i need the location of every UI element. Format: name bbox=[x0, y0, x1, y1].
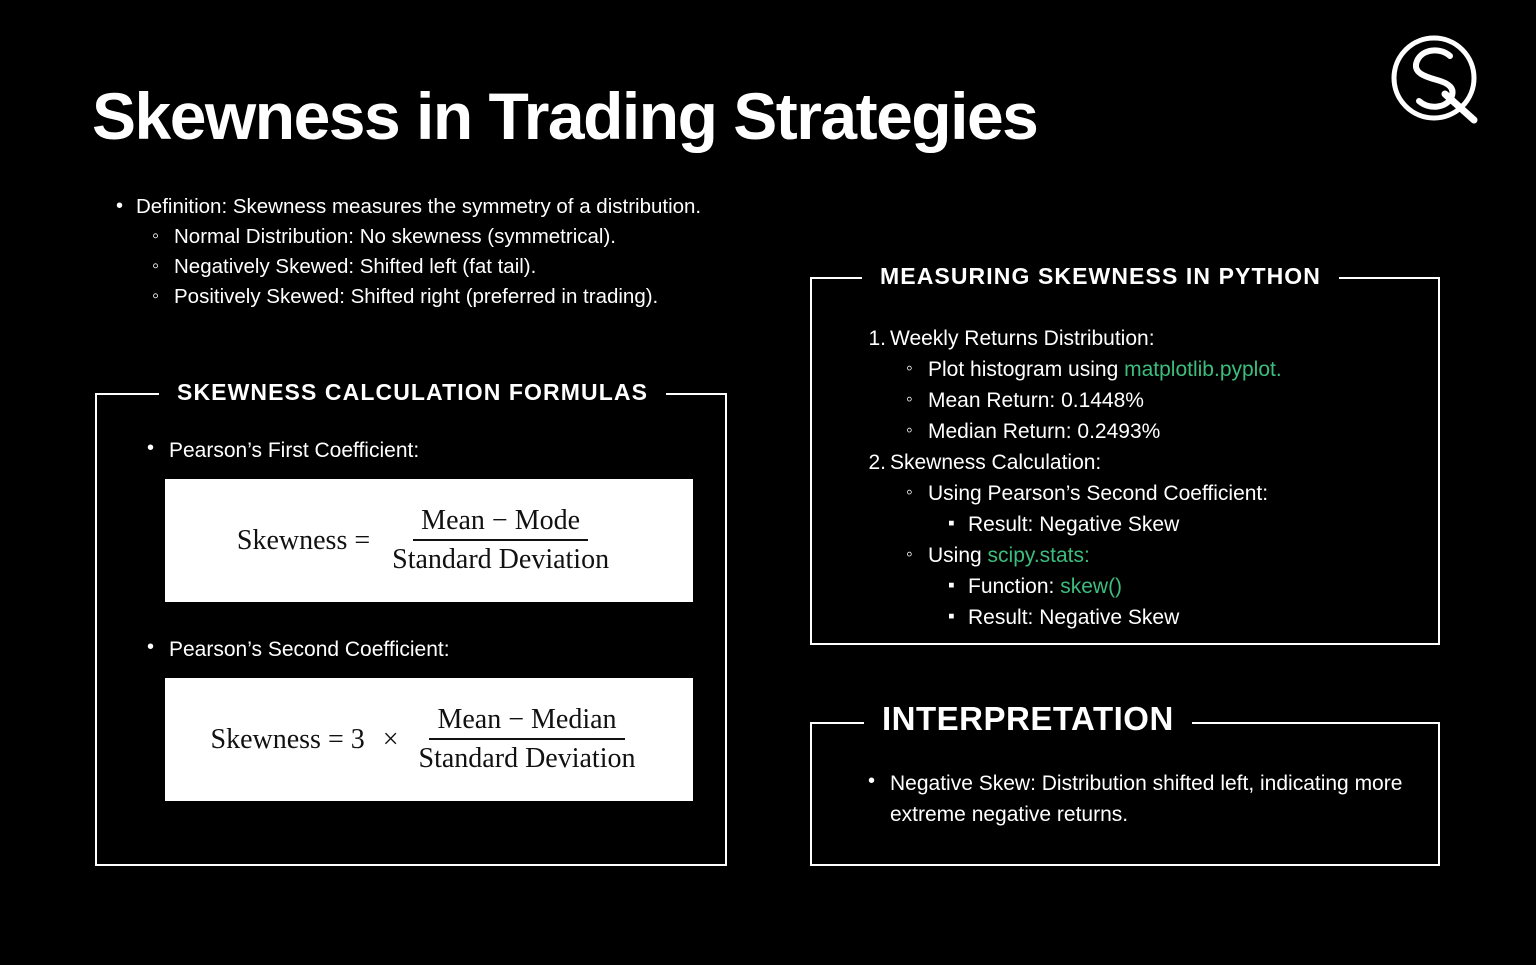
interpretation-bullet: • Negative Skew: Distribution shifted left, indicating more extreme negative returns. bbox=[868, 768, 1408, 830]
pearson-first-fraction bbox=[384, 505, 617, 576]
python-item-1-text: Weekly Returns Distribution: bbox=[890, 327, 1155, 350]
definition-item-normal: ◦ Normal Distribution: No skewness (symmetrical). bbox=[112, 222, 812, 252]
python-item-1-sub-3: ◦ Median Return: 0.2493% bbox=[864, 416, 1438, 447]
python-item-1-sub-1-code: matplotlib.pyplot. bbox=[1124, 358, 1282, 381]
python-item-2-sub-scipy-text: Using bbox=[928, 544, 988, 567]
python-panel-title: MEASURING SKEWNESS IN PYTHON bbox=[862, 263, 1339, 290]
definition-item-negative: ◦ Negatively Skewed: Shifted left (fat tail). bbox=[112, 252, 812, 282]
python-item-2-sub-scipy-function bbox=[864, 571, 1438, 602]
pearson-second-fraction bbox=[411, 704, 644, 775]
python-item-2-sub-scipy bbox=[864, 540, 1438, 571]
pearson-second-numerator: Mean − Median bbox=[429, 704, 624, 740]
definition-item-positive: ◦ Positively Skewed: Shifted right (preferred in trading). bbox=[112, 282, 812, 312]
python-item-2-sub-pearson-result: ▪ Result: Negative Skew bbox=[864, 509, 1438, 540]
page-title: Skewness in Trading Strategies bbox=[92, 79, 1038, 153]
pearson-first-numerator: Mean − Mode bbox=[413, 505, 588, 541]
python-function-label: Function: bbox=[968, 575, 1061, 598]
python-item-1-sub-2: ◦ Mean Return: 0.1448% bbox=[864, 385, 1438, 416]
pearson-first-formula-image bbox=[165, 479, 693, 602]
python-item-2-marker: 2. bbox=[868, 451, 886, 474]
pearson-first-label: • Pearson’s First Coefficient: bbox=[147, 439, 725, 463]
measuring-skewness-python-panel bbox=[810, 263, 1440, 645]
python-item-1-sub-1 bbox=[864, 354, 1438, 385]
python-item-2-sub-scipy-code: scipy.stats: bbox=[987, 544, 1090, 567]
pearson-second-denominator: Standard Deviation bbox=[418, 743, 636, 774]
python-item-2 bbox=[864, 447, 1438, 478]
pearson-second-label: • Pearson’s Second Coefficient: bbox=[147, 638, 725, 662]
python-function-code: skew() bbox=[1060, 575, 1123, 598]
pearson-second-lhs: Skewness = 3 bbox=[210, 723, 365, 755]
interpretation-panel bbox=[810, 700, 1440, 866]
python-item-1 bbox=[864, 323, 1438, 354]
python-item-1-marker: 1. bbox=[868, 327, 886, 350]
pearson-first-lhs: Skewness = bbox=[236, 524, 371, 556]
pearson-second-mult: × bbox=[382, 723, 399, 755]
python-item-2-text: Skewness Calculation: bbox=[890, 451, 1102, 474]
python-item-1-sub-1-text: Plot histogram using bbox=[928, 358, 1125, 381]
python-item-2-sub-scipy-result: ▪ Result: Negative Skew bbox=[864, 602, 1438, 633]
interpretation-panel-title: INTERPRETATION bbox=[864, 700, 1192, 738]
definition-block bbox=[112, 192, 812, 312]
pearson-second-formula-image bbox=[165, 678, 693, 801]
formulas-panel-title: SKEWNESS CALCULATION FORMULAS bbox=[159, 379, 666, 406]
python-item-2-sub-pearson: ◦ Using Pearson’s Second Coefficient: bbox=[864, 478, 1438, 509]
skewness-formulas-panel bbox=[95, 379, 727, 866]
pearson-first-denominator: Standard Deviation bbox=[392, 544, 610, 575]
definition-main: • Definition: Skewness measures the symmetry of a distribution. bbox=[112, 192, 812, 222]
sq-logo-icon bbox=[1382, 28, 1486, 132]
